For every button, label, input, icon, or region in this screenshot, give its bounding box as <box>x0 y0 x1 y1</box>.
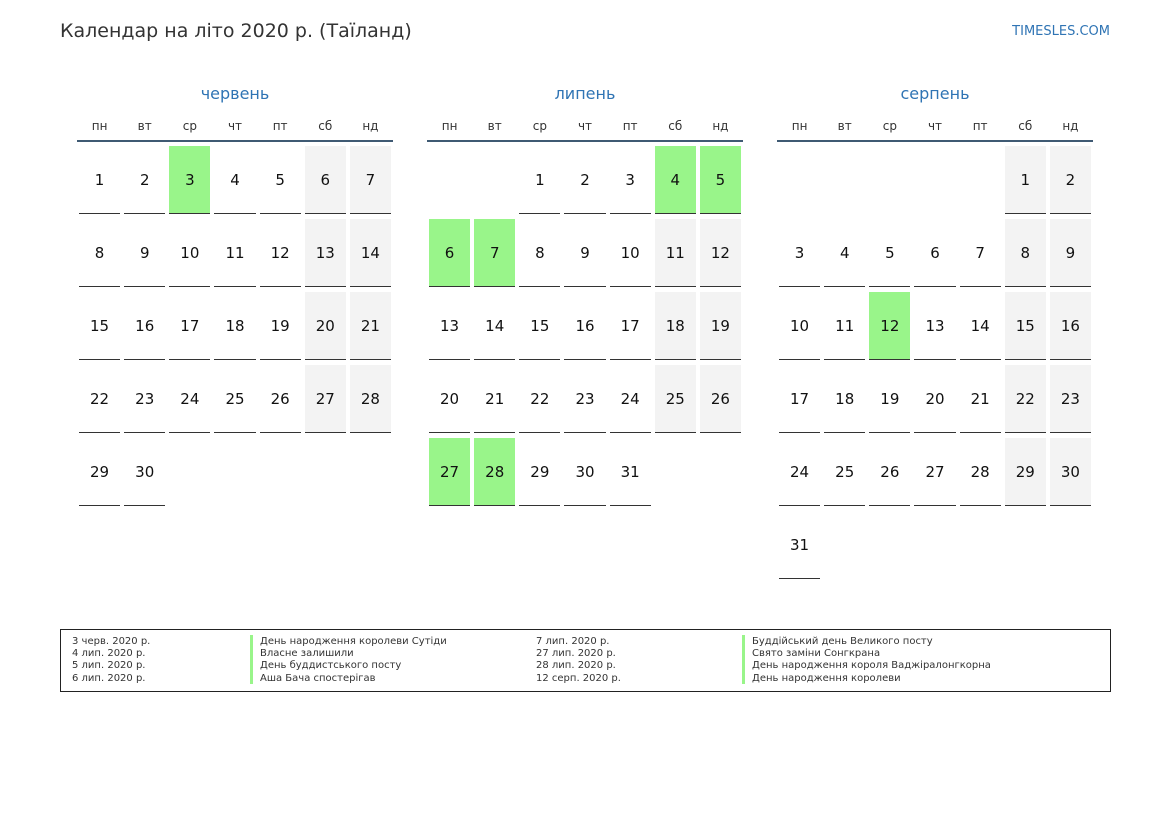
day-number: 25 <box>214 365 255 433</box>
day-number: 16 <box>564 292 605 360</box>
page-title: Календар на літо 2020 р. (Таїланд) <box>60 20 412 42</box>
day-cell <box>867 365 912 438</box>
day-number: 25 <box>655 365 696 433</box>
week-row <box>777 438 1093 511</box>
day-cell <box>122 219 167 292</box>
day-number: 12 <box>700 219 741 287</box>
day-cell <box>472 438 517 511</box>
empty-day <box>655 438 696 506</box>
day-number: 20 <box>429 365 470 433</box>
weekday-label: пт <box>272 119 288 133</box>
day-number: 28 <box>474 438 515 506</box>
day-number: 17 <box>779 365 820 433</box>
empty-day <box>305 438 346 506</box>
day-cell <box>212 219 257 292</box>
week-row <box>77 292 393 365</box>
legend-holiday-name: День буддистського посту <box>250 660 401 672</box>
day-number: 10 <box>779 292 820 360</box>
legend-holiday-name: День народження королеви Сутіди <box>250 635 447 647</box>
weekday-label: пн <box>791 119 808 133</box>
weekday-label: чт <box>227 119 243 133</box>
day-cell <box>867 438 912 511</box>
day-number: 4 <box>214 146 255 214</box>
day-number: 14 <box>960 292 1001 360</box>
day-number: 6 <box>429 219 470 287</box>
day-cell <box>258 292 303 365</box>
empty-day-cell <box>958 146 1003 219</box>
day-cell <box>258 219 303 292</box>
day-cell <box>1003 292 1048 365</box>
weekday-label: нд <box>362 119 379 133</box>
day-cell <box>1003 438 1048 511</box>
empty-day-cell <box>348 438 393 511</box>
day-cell <box>822 292 867 365</box>
empty-day <box>960 146 1001 214</box>
day-cell <box>777 292 822 365</box>
day-cell <box>472 292 517 365</box>
day-number: 2 <box>1050 146 1091 214</box>
day-number: 24 <box>779 438 820 506</box>
week-row <box>777 511 1093 584</box>
day-number: 10 <box>169 219 210 287</box>
week-row <box>77 438 393 511</box>
day-number: 29 <box>1005 438 1046 506</box>
empty-day-cell <box>653 438 698 511</box>
empty-day <box>914 511 955 579</box>
day-number: 20 <box>914 365 955 433</box>
empty-day-cell <box>698 438 743 511</box>
day-cell <box>777 438 822 511</box>
day-number: 26 <box>260 365 301 433</box>
legend-date: 12 серп. 2020 р. <box>536 672 621 684</box>
week-row <box>427 438 743 511</box>
day-number: 30 <box>1050 438 1091 506</box>
week-row <box>427 146 743 219</box>
day-cell <box>167 219 212 292</box>
legend-date: 6 лип. 2020 р. <box>72 672 146 684</box>
day-cell <box>122 292 167 365</box>
day-cell <box>698 365 743 438</box>
empty-day-cell <box>777 146 822 219</box>
empty-day-cell <box>912 511 957 584</box>
day-number: 3 <box>779 219 820 287</box>
day-number: 18 <box>655 292 696 360</box>
day-cell <box>608 438 653 511</box>
empty-day <box>1050 511 1091 579</box>
day-number: 1 <box>1005 146 1046 214</box>
day-number: 28 <box>960 438 1001 506</box>
day-cell <box>698 219 743 292</box>
legend-holiday-name: День народження королеви <box>742 672 901 684</box>
week-row <box>777 146 1093 219</box>
day-cell <box>653 292 698 365</box>
legend-date: 5 лип. 2020 р. <box>72 660 146 672</box>
day-number: 31 <box>779 511 820 579</box>
legend-holiday-name: Свято заміни Сонгкрана <box>742 647 880 659</box>
day-number: 6 <box>914 219 955 287</box>
day-number: 13 <box>305 219 346 287</box>
day-cell <box>912 365 957 438</box>
empty-day <box>960 511 1001 579</box>
day-cell <box>167 292 212 365</box>
day-number: 14 <box>350 219 391 287</box>
weekday-label: пт <box>622 119 638 133</box>
day-number: 31 <box>610 438 651 506</box>
day-cell <box>562 438 607 511</box>
day-cell <box>258 146 303 219</box>
day-cell <box>77 219 122 292</box>
day-number: 12 <box>869 292 910 360</box>
day-cell <box>348 219 393 292</box>
day-cell <box>427 365 472 438</box>
day-cell <box>1003 146 1048 219</box>
site-logo-link[interactable]: TIMESLES.COM <box>1012 24 1110 39</box>
day-cell <box>517 219 562 292</box>
day-cell <box>77 365 122 438</box>
day-number: 26 <box>869 438 910 506</box>
day-number: 27 <box>914 438 955 506</box>
day-number: 4 <box>655 146 696 214</box>
day-cell <box>1048 365 1093 438</box>
week-row <box>77 146 393 219</box>
day-number: 1 <box>79 146 120 214</box>
empty-day-cell <box>258 438 303 511</box>
weekday-label: пн <box>441 119 458 133</box>
weekday-header <box>77 118 393 142</box>
weekday-header <box>777 118 1093 142</box>
legend-date: 27 лип. 2020 р. <box>536 647 616 659</box>
day-cell <box>167 365 212 438</box>
day-cell <box>303 146 348 219</box>
legend-date: 3 черв. 2020 р. <box>72 635 151 647</box>
day-cell <box>822 438 867 511</box>
day-number: 5 <box>260 146 301 214</box>
empty-day <box>779 146 820 214</box>
day-number: 27 <box>305 365 346 433</box>
empty-day <box>429 146 470 214</box>
day-number: 21 <box>474 365 515 433</box>
weekday-label: чт <box>927 119 943 133</box>
day-number: 24 <box>169 365 210 433</box>
day-cell <box>777 511 822 584</box>
day-cell <box>517 146 562 219</box>
weekday-label: вт <box>837 119 852 133</box>
empty-day <box>824 511 865 579</box>
week-row <box>777 365 1093 438</box>
day-cell <box>427 438 472 511</box>
day-cell <box>562 146 607 219</box>
day-number: 9 <box>124 219 165 287</box>
weekday-label: вт <box>137 119 152 133</box>
day-number: 18 <box>214 292 255 360</box>
day-number: 5 <box>700 146 741 214</box>
day-number: 8 <box>1005 219 1046 287</box>
weekday-label: чт <box>577 119 593 133</box>
day-cell <box>867 219 912 292</box>
day-number: 22 <box>79 365 120 433</box>
empty-day <box>700 438 741 506</box>
month-name: серпень <box>900 84 970 103</box>
day-cell <box>562 292 607 365</box>
day-cell <box>777 219 822 292</box>
day-number: 7 <box>474 219 515 287</box>
empty-day-cell <box>958 511 1003 584</box>
day-number: 29 <box>519 438 560 506</box>
weekday-label: пт <box>972 119 988 133</box>
day-number: 6 <box>305 146 346 214</box>
empty-day <box>869 511 910 579</box>
day-number: 17 <box>169 292 210 360</box>
day-number: 16 <box>1050 292 1091 360</box>
empty-day-cell <box>867 511 912 584</box>
day-number: 19 <box>700 292 741 360</box>
day-cell <box>122 438 167 511</box>
empty-day-cell <box>867 146 912 219</box>
day-cell <box>1048 219 1093 292</box>
month-name: липень <box>554 84 616 103</box>
day-number: 14 <box>474 292 515 360</box>
day-number: 30 <box>124 438 165 506</box>
day-cell <box>867 292 912 365</box>
empty-day-cell <box>822 146 867 219</box>
day-number: 16 <box>124 292 165 360</box>
day-cell <box>653 365 698 438</box>
day-number: 11 <box>655 219 696 287</box>
day-cell <box>427 219 472 292</box>
day-cell <box>472 219 517 292</box>
day-cell <box>472 365 517 438</box>
day-cell <box>1003 365 1048 438</box>
weekday-label: вт <box>487 119 502 133</box>
week-row <box>77 365 393 438</box>
day-number: 8 <box>79 219 120 287</box>
empty-day-cell <box>167 438 212 511</box>
week-row <box>427 365 743 438</box>
day-cell <box>212 146 257 219</box>
weekday-label: сб <box>318 119 333 133</box>
day-number: 10 <box>610 219 651 287</box>
day-number: 18 <box>824 365 865 433</box>
day-number: 7 <box>960 219 1001 287</box>
day-number: 3 <box>610 146 651 214</box>
day-number: 13 <box>429 292 470 360</box>
day-number: 22 <box>519 365 560 433</box>
day-cell <box>958 365 1003 438</box>
empty-day <box>1005 511 1046 579</box>
day-number: 28 <box>350 365 391 433</box>
legend-date: 7 лип. 2020 р. <box>536 635 610 647</box>
empty-day-cell <box>472 146 517 219</box>
day-cell <box>608 219 653 292</box>
day-number: 29 <box>79 438 120 506</box>
day-cell <box>912 219 957 292</box>
day-cell <box>562 365 607 438</box>
day-cell <box>77 292 122 365</box>
day-number: 8 <box>519 219 560 287</box>
empty-day-cell <box>822 511 867 584</box>
day-number: 22 <box>1005 365 1046 433</box>
weekday-label: ср <box>532 119 547 133</box>
day-cell <box>212 365 257 438</box>
day-cell <box>303 365 348 438</box>
day-number: 1 <box>519 146 560 214</box>
day-cell <box>777 365 822 438</box>
holiday-legend <box>60 629 1111 692</box>
week-row <box>77 219 393 292</box>
day-cell <box>517 365 562 438</box>
empty-day-cell <box>1048 511 1093 584</box>
day-number: 17 <box>610 292 651 360</box>
day-number: 23 <box>1050 365 1091 433</box>
legend-date: 4 лип. 2020 р. <box>72 647 146 659</box>
day-cell <box>653 219 698 292</box>
weekday-label: нд <box>712 119 729 133</box>
legend-date: 28 лип. 2020 р. <box>536 660 616 672</box>
day-cell <box>1048 292 1093 365</box>
day-number: 11 <box>214 219 255 287</box>
empty-day <box>260 438 301 506</box>
day-cell <box>912 292 957 365</box>
day-number: 19 <box>260 292 301 360</box>
month-name: червень <box>200 84 270 103</box>
day-number: 15 <box>1005 292 1046 360</box>
day-cell <box>698 146 743 219</box>
empty-day <box>350 438 391 506</box>
month-july <box>427 84 743 511</box>
day-cell <box>348 292 393 365</box>
day-cell <box>122 146 167 219</box>
month-june <box>77 84 393 511</box>
day-number: 27 <box>429 438 470 506</box>
day-cell <box>1003 219 1048 292</box>
day-number: 11 <box>824 292 865 360</box>
day-cell <box>167 146 212 219</box>
day-cell <box>303 219 348 292</box>
day-number: 23 <box>124 365 165 433</box>
day-cell <box>348 365 393 438</box>
empty-day-cell <box>212 438 257 511</box>
empty-day-cell <box>427 146 472 219</box>
day-number: 26 <box>700 365 741 433</box>
day-number: 7 <box>350 146 391 214</box>
day-number: 2 <box>124 146 165 214</box>
weekday-label: пн <box>91 119 108 133</box>
day-number: 20 <box>305 292 346 360</box>
empty-day-cell <box>912 146 957 219</box>
day-number: 3 <box>169 146 210 214</box>
empty-day <box>169 438 210 506</box>
day-number: 30 <box>564 438 605 506</box>
day-cell <box>1048 146 1093 219</box>
legend-holiday-name: Власне залишили <box>250 647 354 659</box>
day-cell <box>77 146 122 219</box>
empty-day-cell <box>1003 511 1048 584</box>
week-row <box>777 219 1093 292</box>
day-number: 19 <box>869 365 910 433</box>
month-grid <box>777 146 1093 584</box>
day-cell <box>258 365 303 438</box>
week-row <box>427 292 743 365</box>
day-cell <box>77 438 122 511</box>
day-number: 21 <box>960 365 1001 433</box>
weekday-label: ср <box>182 119 197 133</box>
day-cell <box>427 292 472 365</box>
day-cell <box>958 219 1003 292</box>
week-row <box>777 292 1093 365</box>
week-row <box>427 219 743 292</box>
day-cell <box>653 146 698 219</box>
day-cell <box>348 146 393 219</box>
day-cell <box>212 292 257 365</box>
empty-day <box>214 438 255 506</box>
empty-day <box>474 146 515 214</box>
empty-day <box>914 146 955 214</box>
month-august <box>777 84 1093 584</box>
day-cell <box>303 292 348 365</box>
day-cell <box>822 219 867 292</box>
day-number: 9 <box>564 219 605 287</box>
empty-day <box>824 146 865 214</box>
day-cell <box>912 438 957 511</box>
day-cell <box>122 365 167 438</box>
day-number: 25 <box>824 438 865 506</box>
day-cell <box>562 219 607 292</box>
weekday-label: сб <box>1018 119 1033 133</box>
day-number: 4 <box>824 219 865 287</box>
day-number: 24 <box>610 365 651 433</box>
day-number: 9 <box>1050 219 1091 287</box>
day-number: 15 <box>519 292 560 360</box>
day-cell <box>517 438 562 511</box>
day-number: 5 <box>869 219 910 287</box>
day-cell <box>698 292 743 365</box>
day-cell <box>608 146 653 219</box>
empty-day <box>869 146 910 214</box>
day-number: 12 <box>260 219 301 287</box>
day-cell <box>608 292 653 365</box>
weekday-header <box>427 118 743 142</box>
day-number: 23 <box>564 365 605 433</box>
legend-holiday-name: Аша Бача спостерігав <box>250 672 376 684</box>
day-number: 2 <box>564 146 605 214</box>
day-cell <box>958 292 1003 365</box>
empty-day-cell <box>303 438 348 511</box>
legend-holiday-name: День народження короля Ваджіралонгкорна <box>742 660 991 672</box>
weekday-label: сб <box>668 119 683 133</box>
day-cell <box>1048 438 1093 511</box>
day-number: 13 <box>914 292 955 360</box>
day-number: 15 <box>79 292 120 360</box>
day-number: 21 <box>350 292 391 360</box>
legend-holiday-name: Буддійський день Великого посту <box>742 635 933 647</box>
month-grid <box>427 146 743 511</box>
day-cell <box>822 365 867 438</box>
day-cell <box>517 292 562 365</box>
weekday-label: нд <box>1062 119 1079 133</box>
month-grid <box>77 146 393 511</box>
weekday-label: ср <box>882 119 897 133</box>
day-cell <box>958 438 1003 511</box>
day-cell <box>608 365 653 438</box>
